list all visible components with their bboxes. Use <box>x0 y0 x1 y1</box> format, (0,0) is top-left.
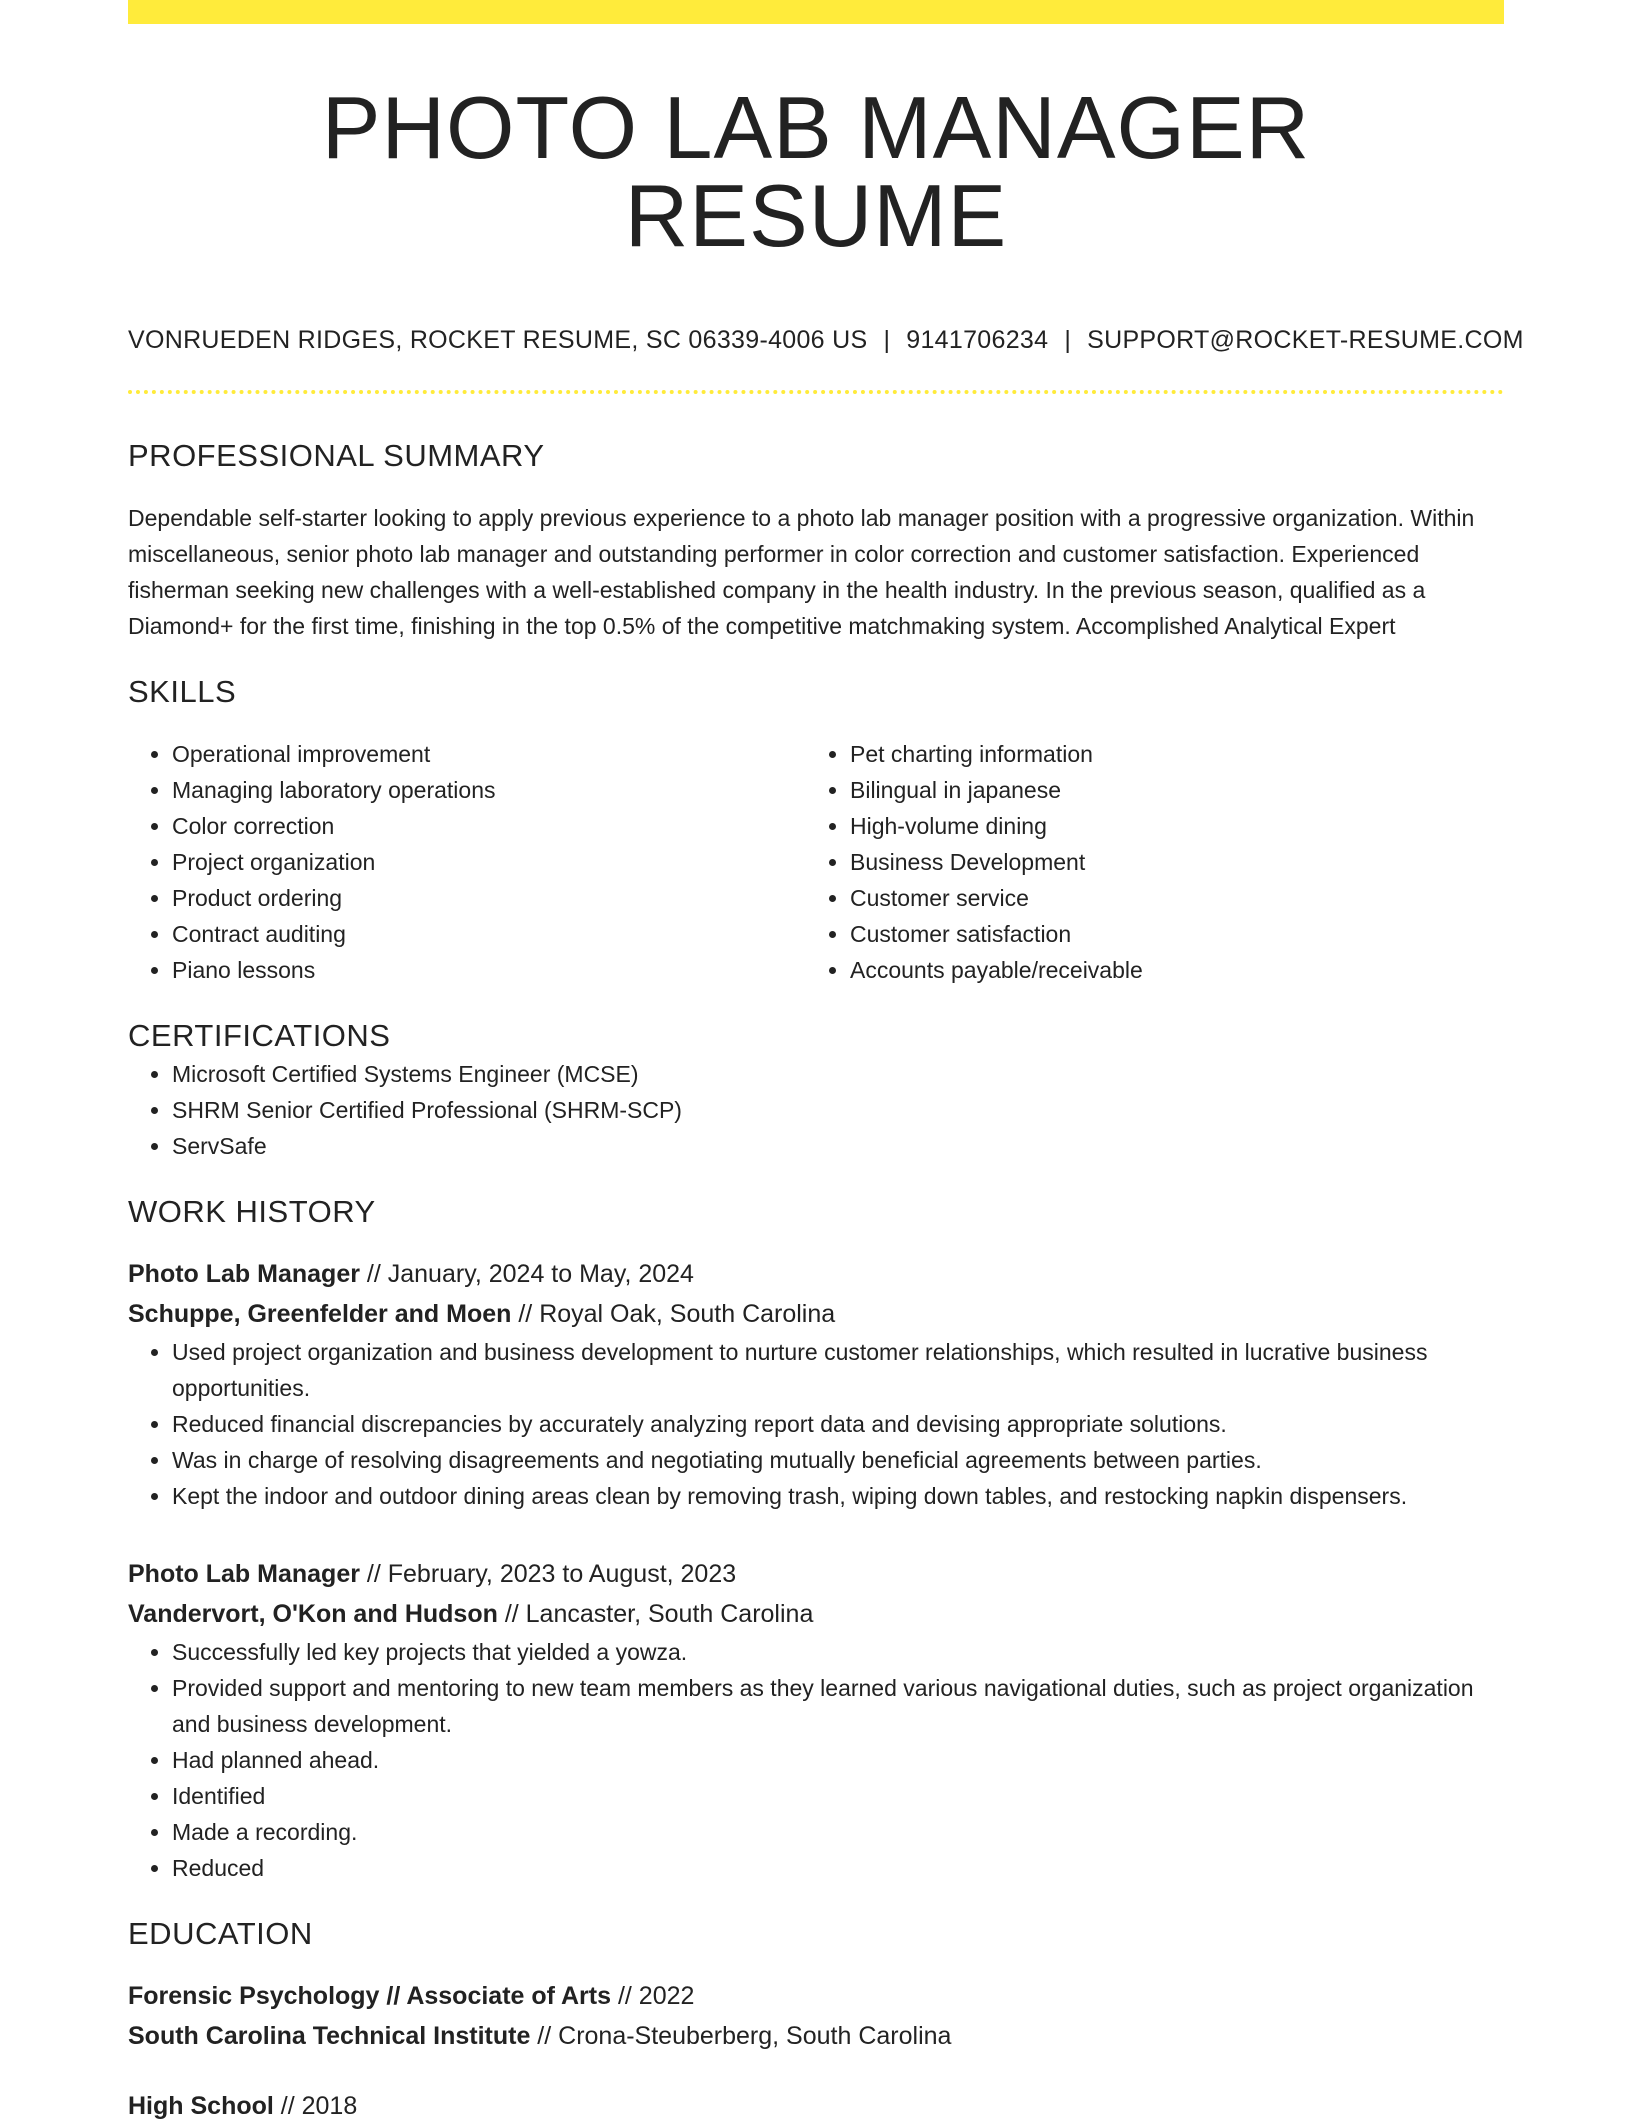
skill-item: • Product ordering <box>172 880 806 916</box>
contact-separator: | <box>883 326 891 354</box>
job-bullet: • Kept the indoor and outdoor dining areas clean by removing trash, wiping down tables, and restocking napkin dispensers. <box>172 1478 1504 1514</box>
job-bullet: • Identified <box>172 1778 1504 1814</box>
job-bullets <box>128 1334 1504 1514</box>
contact-phone: 9141706234 <box>906 326 1049 354</box>
skill-item: • Accounts payable/receivable <box>850 952 1484 988</box>
header-divider <box>128 390 1504 394</box>
education-entry <box>128 1976 1504 2056</box>
certification-item: • Microsoft Certified Systems Engineer (MCSE) <box>172 1056 1504 1092</box>
certifications-list <box>128 1056 1504 1164</box>
job-company-line <box>128 1294 1504 1334</box>
skill-item: • Managing laboratory operations <box>172 772 806 808</box>
skill-item: • Customer service <box>850 880 1484 916</box>
education-degree: High School <box>128 2092 274 2120</box>
job-entry <box>128 1554 1504 1886</box>
resume-page <box>128 0 1524 2126</box>
skill-item: • Color correction <box>172 808 806 844</box>
education-degree: Forensic Psychology // Associate of Arts <box>128 1982 612 2010</box>
skill-item: • Piano lessons <box>172 952 806 988</box>
contact-line <box>128 324 1524 356</box>
education-entry <box>128 2086 1504 2126</box>
education-degree-line <box>128 2086 1504 2126</box>
education-year: // 2022 <box>611 1982 695 2010</box>
skill-item: • High-volume dining <box>850 808 1484 844</box>
job-dates: // February, 2023 to August, 2023 <box>359 1560 737 1588</box>
job-bullet: • Successfully led key projects that yielded a yowza. <box>172 1634 1504 1670</box>
job-title-line <box>128 1254 1504 1294</box>
job-bullet: • Reduced <box>172 1850 1504 1886</box>
job-bullets <box>128 1634 1504 1886</box>
skills-grid <box>128 736 1504 988</box>
education-degree-line <box>128 1976 1504 2016</box>
job-company: Vandervort, O'Kon and Hudson <box>128 1600 498 1628</box>
job-bullet: • Had planned ahead. <box>172 1742 1504 1778</box>
job-bullet: • Was in charge of resolving disagreements and negotiating mutually beneficial agreements between parties. <box>172 1442 1504 1478</box>
skill-item: • Customer satisfaction <box>850 916 1484 952</box>
job-company-line <box>128 1594 1504 1634</box>
resume-title: PHOTO LAB MANAGER RESUME <box>321 78 1311 265</box>
skill-item: • Pet charting information <box>850 736 1484 772</box>
contact-address: VONRUEDEN RIDGES, ROCKET RESUME, SC 06339-4006 US <box>128 326 868 354</box>
job-bullet: • Used project organization and business development to nurture customer relationships, which resulted in lucrative business opportunities. <box>172 1334 1504 1406</box>
section-title-summary: PROFESSIONAL SUMMARY <box>128 438 545 473</box>
section-title-work-history: WORK HISTORY <box>128 1194 376 1229</box>
accent-top-bar <box>128 0 1504 24</box>
contact-separator: | <box>1064 326 1072 354</box>
summary-text: Dependable self-starter looking to apply previous experience to a photo lab manager position with a progressive organization. Within miscellaneous, senior photo lab manager and outstanding performer in color correction and customer satisfaction. Experienced fisherman seeking new challenges with a well-established company in the health industry. In the previous season, qualified as a Diamond+ for the first time, finishing in the top 0.5% of the competitive matchmaking system. Accomplished Analytical Expert <box>128 505 1475 639</box>
skill-item: • Bilingual in japanese <box>850 772 1484 808</box>
job-bullet: • Provided support and mentoring to new team members as they learned various navigational duties, such as project organization and business development. <box>172 1670 1504 1742</box>
education-school-line <box>128 2016 1504 2056</box>
skill-item: • Contract auditing <box>172 916 806 952</box>
job-location: // Royal Oak, South Carolina <box>511 1300 836 1328</box>
job-title-line <box>128 1554 1504 1594</box>
education-location: // Crona-Steuberberg, South Carolina <box>530 2022 952 2050</box>
job-dates: // January, 2024 to May, 2024 <box>359 1260 694 1288</box>
skill-item: • Project organization <box>172 844 806 880</box>
skills-list-right <box>806 736 1484 988</box>
job-bullet: • Made a recording. <box>172 1814 1504 1850</box>
section-title-certifications: CERTIFICATIONS <box>128 1018 391 1053</box>
skill-item: • Business Development <box>850 844 1484 880</box>
section-title-education: EDUCATION <box>128 1916 313 1951</box>
contact-email: SUPPORT@ROCKET-RESUME.COM <box>1087 326 1524 354</box>
skills-column-right <box>806 736 1484 988</box>
skills-column-left <box>128 736 806 988</box>
job-location: // Lancaster, South Carolina <box>497 1600 814 1628</box>
job-entry <box>128 1254 1504 1514</box>
job-bullet: • Reduced financial discrepancies by accurately analyzing report data and devising appropriate solutions. <box>172 1406 1504 1442</box>
skill-item: • Operational improvement <box>172 736 806 772</box>
certification-item: • ServSafe <box>172 1128 1504 1164</box>
job-role: Photo Lab Manager <box>128 1560 360 1588</box>
job-role: Photo Lab Manager <box>128 1260 360 1288</box>
education-school: South Carolina Technical Institute <box>128 2022 531 2050</box>
certification-item: • SHRM Senior Certified Professional (SHRM-SCP) <box>172 1092 1504 1128</box>
job-company: Schuppe, Greenfelder and Moen <box>128 1300 512 1328</box>
skills-list-left <box>128 736 806 988</box>
section-title-skills: SKILLS <box>128 674 237 709</box>
education-year: // 2018 <box>273 2092 358 2120</box>
